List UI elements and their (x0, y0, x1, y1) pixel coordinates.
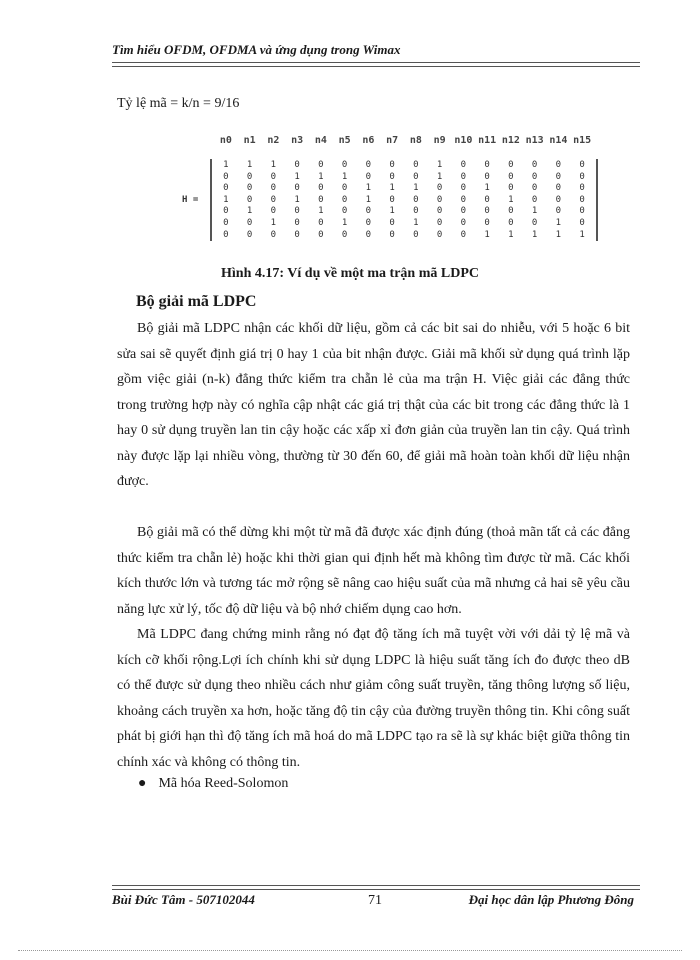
matrix-cell: 1 (436, 160, 443, 170)
matrix-cell: 1 (413, 217, 419, 228)
matrix-cell: 1 (579, 229, 585, 240)
matrix-cell: 1 (531, 206, 538, 217)
paragraph-text: Mã LDPC đang chứng minh rằng nó đạt độ tăng ích mã tuyệt vời với dải tỷ lệ mã và kích cỡ khối rộng.Lợi ích chính khi sử dụng LDPC là hiệu suất tăng ích đo được theo dB có thể được sử dụng theo nhiều cách như giảm công suất truyền, tăng thông lượng số liệu, khoảng cách truyền xa hơn, hoặc tăng độ tin cậy của đường truyền thông tin. Khi công suất phát bị giới hạn thì độ tăng ích mã hoá do mã LDPC tạo ra sẽ là sự khác biệt giữa thông tin chính xác và không có thông tin. (117, 627, 630, 770)
footer-institution: Đại học dân lập Phương Đông (468, 892, 634, 907)
matrix-cell: 1 (318, 171, 324, 182)
matrix-cell: 0 (389, 194, 395, 205)
matrix-cell: 0 (365, 217, 372, 228)
matrix-column-header: n13 (525, 135, 544, 146)
code-rate-line: Tỷ lệ mã = k/n = 9/16 (117, 96, 240, 111)
matrix-column-header: n12 (501, 135, 520, 146)
bullet-dot-icon: ● (138, 776, 147, 791)
matrix-cell: 0 (460, 206, 467, 217)
matrix-cell: 0 (531, 183, 538, 194)
matrix-cell: 0 (555, 160, 562, 170)
matrix-cell: 0 (389, 171, 395, 182)
matrix-cell: 0 (436, 229, 443, 240)
matrix-cell: 0 (531, 171, 538, 182)
matrix-cell: 0 (531, 194, 538, 205)
matrix-cell: 0 (223, 183, 229, 194)
matrix-column-header: n5 (338, 135, 351, 146)
matrix-cell: 0 (223, 229, 229, 240)
matrix-cell: 0 (579, 217, 585, 228)
matrix-column-header: n2 (267, 135, 280, 146)
matrix-column-header: n9 (433, 135, 446, 146)
matrix-column-header: n1 (243, 135, 256, 146)
matrix-cell: 0 (270, 229, 277, 240)
matrix-cell: 0 (294, 206, 300, 217)
paragraph-text: Bộ giải mã LDPC nhận các khối dữ liệu, gồm cả các bit sai do nhiễu, với 5 hoặc 6 bit sửa sai sẽ quyết định giá trị 0 hay 1 của bit nhận được. Giải mã khối sử dụng quá trình lặp gồm việc giải (n-k) đẳng thức kiểm tra chẵn lẻ của ma trận H. Việc giải các đẳng thức trong trường hợp này có nghĩa cập nhật các giá trị thật của các bit trong các đẳng thức là 1 hay 0 sử dụng truyền lan tin cậy hoặc các xấp xỉ đơn giản của truyền lan tin cậy. Quá trình này được lặp lại nhiều vòng, thường từ 30 đến 60, để giải mã hoàn toàn khối dữ liệu nhận được. (117, 321, 630, 489)
matrix-cell: 0 (436, 206, 443, 217)
matrix-cell: 0 (579, 171, 585, 182)
matrix-cell: 1 (270, 217, 277, 228)
matrix-cell: 0 (270, 194, 277, 205)
matrix-cell: 1 (365, 183, 372, 194)
matrix-cell: 1 (341, 171, 348, 182)
matrix-cell: 1 (436, 171, 443, 182)
figure-caption: Hình 4.17: Ví dụ về một ma trận mã LDPC (221, 266, 479, 281)
footer-rule (112, 885, 640, 890)
page-number: 71 (368, 893, 382, 908)
matrix-cell: 1 (246, 206, 253, 217)
matrix-cell: 0 (484, 206, 490, 217)
matrix-cell: 0 (555, 171, 562, 182)
matrix-cell: 0 (294, 229, 300, 240)
matrix-cell: 0 (460, 171, 467, 182)
matrix-cell: 0 (389, 217, 395, 228)
matrix-cell: 1 (508, 229, 514, 240)
matrix-cell: 1 (484, 229, 490, 240)
matrix-cell: 0 (246, 217, 253, 228)
matrix-cell: 0 (484, 194, 490, 205)
matrix-column-header: n8 (409, 135, 422, 146)
matrix-cell: 0 (555, 183, 562, 194)
matrix-cell: 0 (318, 194, 324, 205)
matrix-cell: 0 (460, 229, 467, 240)
matrix-cell: 1 (389, 183, 395, 194)
matrix-cell: 0 (460, 194, 467, 205)
matrix-body (214, 160, 594, 241)
matrix-column-header: n6 (362, 135, 375, 146)
ldpc-matrix-figure (180, 132, 610, 247)
matrix-cell: 1 (484, 183, 490, 194)
matrix-column-header: n3 (291, 135, 304, 146)
matrix-cell: 0 (579, 183, 585, 194)
running-header: Tìm hiểu OFDM, OFDMA và ứng dụng trong Wimax (112, 42, 401, 57)
matrix-cell: 1 (555, 229, 562, 240)
matrix-cell: 0 (508, 160, 514, 170)
matrix-cell: 0 (318, 160, 324, 170)
matrix-cell: 1 (389, 206, 395, 217)
matrix-cell: 0 (341, 160, 348, 170)
matrix-cell: 0 (270, 171, 277, 182)
matrix-cell: 1 (531, 229, 538, 240)
matrix-cell: 0 (223, 217, 229, 228)
matrix-column-header: n14 (549, 135, 568, 146)
matrix-cell: 0 (555, 206, 562, 217)
matrix-cell: 0 (223, 206, 229, 217)
matrix-cell: 0 (413, 206, 419, 217)
body-paragraph-1 (117, 316, 630, 495)
matrix-cell: 0 (318, 183, 324, 194)
matrix-cell: 0 (436, 194, 443, 205)
matrix-cell: 0 (246, 194, 253, 205)
matrix-column-header: n11 (478, 135, 497, 146)
matrix-cell: 1 (270, 160, 277, 170)
matrix-cell: 0 (294, 183, 300, 194)
body-paragraph-3 (117, 622, 630, 775)
matrix-cell: 0 (579, 194, 585, 205)
matrix-cell: 0 (413, 229, 419, 240)
matrix-cell: 0 (579, 206, 585, 217)
matrix-cell: 0 (531, 160, 538, 170)
matrix-cell: 0 (365, 206, 372, 217)
matrix-cell: 1 (223, 160, 229, 170)
matrix-cell: 0 (389, 229, 395, 240)
matrix-column-header: n10 (454, 135, 473, 146)
matrix-cell: 0 (413, 194, 419, 205)
matrix-cell: 0 (341, 229, 348, 240)
bullet-text: Mã hóa Reed-Solomon (158, 776, 289, 791)
matrix-cell: 1 (294, 171, 300, 182)
matrix-cell: 0 (294, 217, 300, 228)
matrix-column-header: n7 (386, 135, 399, 146)
matrix-cell: 1 (294, 194, 300, 205)
footer-author: Bùi Đức Tâm - 507102044 (112, 892, 255, 907)
matrix-cell: 0 (413, 171, 419, 182)
matrix-cell: 1 (508, 194, 514, 205)
matrix-cell: 0 (484, 217, 490, 228)
matrix-cell: 0 (270, 183, 277, 194)
matrix-cell: 0 (555, 194, 562, 205)
matrix-column-header: n4 (314, 135, 327, 146)
page-bottom-border (18, 950, 682, 951)
matrix-cell: 0 (389, 160, 395, 170)
matrix-cell: 0 (508, 217, 514, 228)
body-paragraph-2 (117, 520, 630, 622)
matrix-cell: 1 (365, 194, 372, 205)
matrix-column-header: n0 (219, 135, 232, 146)
matrix-cell: 0 (508, 183, 514, 194)
matrix-column-header: n15 (573, 135, 592, 146)
matrix-column-headers (214, 135, 594, 146)
matrix-cell: 0 (508, 171, 514, 182)
section-heading: Bộ giải mã LDPC (136, 293, 257, 310)
matrix-cell: 0 (365, 160, 372, 170)
matrix-cell: 1 (223, 194, 229, 205)
matrix-cell: 1 (413, 183, 419, 194)
matrix-cell: 1 (246, 160, 253, 170)
matrix-cell: 0 (436, 183, 443, 194)
matrix-cell: 0 (223, 171, 229, 182)
matrix-cell: 0 (246, 183, 253, 194)
matrix-cell: 0 (341, 183, 348, 194)
matrix-cell: 0 (484, 160, 490, 170)
matrix-cell: 0 (318, 229, 324, 240)
matrix-right-bracket (596, 159, 602, 241)
matrix-cell: 0 (341, 206, 348, 217)
matrix-cell: 0 (484, 171, 490, 182)
matrix-cell: 0 (460, 183, 467, 194)
paragraph-text: Bộ giải mã có thể dừng khi một từ mã đã được xác định đúng (thoả mãn tất cả các đẳng thức kiểm tra chẵn lẻ) hoặc khi thời gian qui định hết mà không tìm được từ mã. Các khối kích thước lớn và tương tác mở rộng sẽ nâng cao hiệu suất của mã nhưng cả hai sẽ yêu cầu năng lực xử lý, tốc độ dữ liệu và bộ nhớ chiếm dụng cao hơn. (117, 525, 630, 617)
bullet-item (138, 776, 288, 792)
matrix-cell: 0 (365, 171, 372, 182)
matrix-cell: 0 (460, 160, 467, 170)
header-rule (112, 62, 640, 67)
matrix-cell: 0 (365, 229, 372, 240)
matrix-cell: 0 (579, 160, 585, 170)
matrix-cell: 0 (531, 217, 538, 228)
matrix-cell: 0 (413, 160, 419, 170)
matrix-label: H = (182, 195, 199, 205)
matrix-cell: 0 (294, 160, 300, 170)
matrix-cell: 1 (341, 217, 348, 228)
matrix-cell: 0 (508, 206, 514, 217)
matrix-cell: 1 (318, 206, 324, 217)
matrix-cell: 0 (341, 194, 348, 205)
matrix-cell: 0 (460, 217, 467, 228)
matrix-cell: 0 (318, 217, 324, 228)
matrix-cell: 0 (270, 206, 277, 217)
matrix-cell: 0 (246, 171, 253, 182)
matrix-cell: 1 (555, 217, 562, 228)
matrix-cell: 0 (436, 217, 443, 228)
matrix-cell: 0 (246, 229, 253, 240)
